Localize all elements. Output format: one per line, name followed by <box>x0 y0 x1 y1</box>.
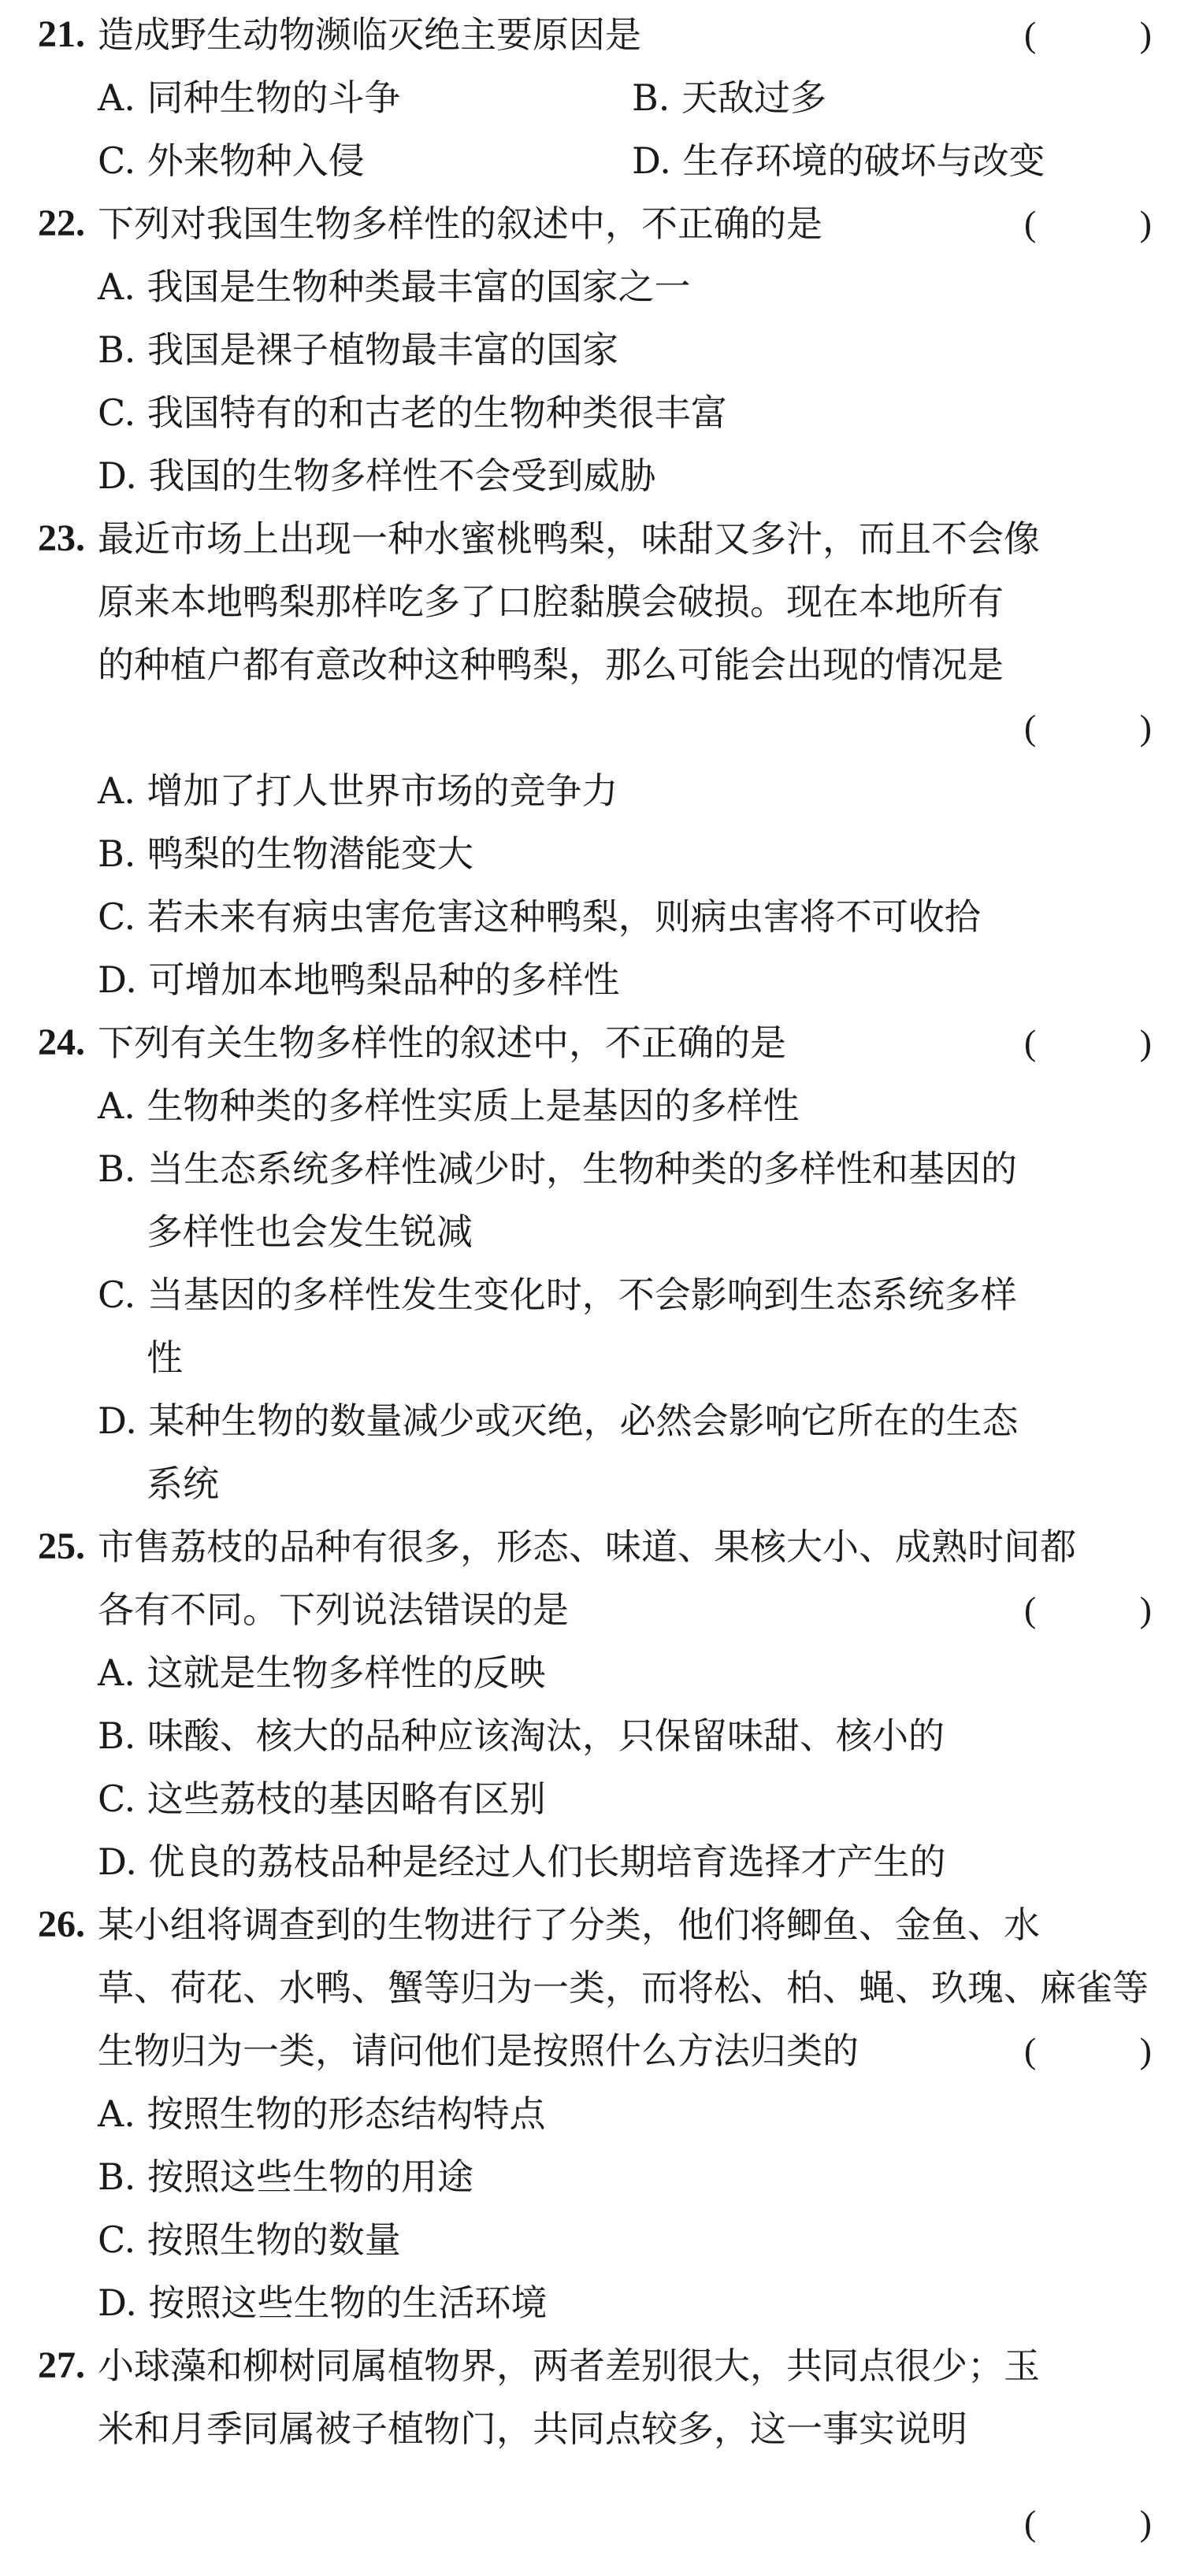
question-23-answer-line <box>0 696 1188 759</box>
question-stem: 造成野生动物濒临灭绝主要原因是 <box>98 13 641 56</box>
option-a: A. 生物种类的多样性实质上是基因的多样性 <box>98 1084 800 1127</box>
question-21-options-row-1 <box>0 66 1188 129</box>
option-d-continued: 系统 <box>147 1462 219 1505</box>
option-b: B. 味酸、核大的品种应该淘汰，只保留味甜、核小的 <box>98 1714 945 1757</box>
option-c: C. 按照生物的数量 <box>98 2218 401 2261</box>
answer-blank: ( ) <box>1024 14 1152 54</box>
question-number: 24. <box>38 1021 85 1063</box>
answer-blank: ( ) <box>1024 203 1152 243</box>
option-b: B. 鸭梨的生物潜能变大 <box>98 832 474 875</box>
option-d: D. 生存环境的破坏与改变 <box>632 139 1045 182</box>
question-number: 25. <box>38 1525 85 1567</box>
option-d: D. 按照这些生物的生活环境 <box>98 2281 548 2324</box>
question-23-line-3: 的种植户都有意改种这种鸭梨，那么可能会出现的情况是 <box>98 643 1004 686</box>
option-b: B. 当生态系统多样性减少时，生物种类的多样性和基因的 <box>98 1147 1018 1190</box>
question-number: 22. <box>38 202 85 244</box>
question-25-line-1 <box>0 1515 1188 1578</box>
answer-blank: ( ) <box>1024 2503 1152 2543</box>
question-23-line-2: 原来本地鸭梨那样吃多了口腔黏膜会破损。现在本地所有 <box>98 580 1004 623</box>
question-number: 21. <box>38 13 85 55</box>
option-a: A. 增加了打人世界市场的竞争力 <box>98 769 618 812</box>
question-24-line-1 <box>0 1011 1188 1074</box>
option-c: C. 我国特有的和古老的生物种类很丰富 <box>98 391 727 434</box>
option-c: C. 外来物种入侵 <box>98 139 365 182</box>
option-a: A. 同种生物的斗争 <box>98 76 401 119</box>
question-25-line-2: 各有不同。下列说法错误的是 ( ) <box>0 1578 1188 1641</box>
question-27-line-2: 米和月季同属被子植物门，共同点较多，这一事实说明 <box>98 2407 967 2450</box>
question-stem: 下列有关生物多样性的叙述中，不正确的是 <box>98 1021 786 1064</box>
question-21-line-1 <box>0 3 1188 66</box>
question-26-line-1 <box>0 1893 1188 1956</box>
question-26-line-2: 草、荷花、水鸭、蟹等归为一类，而将松、柏、蝇、玖瑰、麻雀等 <box>98 1966 1149 2009</box>
option-a: A. 按照生物的形态结构特点 <box>98 2092 546 2135</box>
option-c: C. 当基因的多样性发生变化时，不会影响到生态系统多样 <box>98 1273 1017 1316</box>
option-c: C. 若未来有病虫害危害这种鸭梨，则病虫害将不可收拾 <box>98 895 981 938</box>
option-a: A. 我国是生物种类最丰富的国家之一 <box>98 265 691 308</box>
option-d: D. 可增加本地鸭梨品种的多样性 <box>98 958 620 1001</box>
question-number: 26. <box>38 1903 85 1945</box>
question-number: 23. <box>38 517 85 559</box>
option-c-continued: 性 <box>147 1336 183 1379</box>
question-stem: 某小组将调查到的生物进行了分类，他们将鲫鱼、金鱼、水 <box>98 1903 1040 1946</box>
option-b: B. 我国是裸子植物最丰富的国家 <box>98 328 619 371</box>
option-a: A. 这就是生物多样性的反映 <box>98 1651 546 1694</box>
question-number: 27. <box>38 2344 85 2386</box>
option-b: B. 按照这些生物的用途 <box>98 2155 474 2198</box>
answer-blank: ( ) <box>1024 707 1152 747</box>
option-d: D. 我国的生物多样性不会受到威胁 <box>98 454 656 497</box>
question-21-options-row-2 <box>0 129 1188 192</box>
question-27-answer-line <box>0 2492 1188 2555</box>
question-stem: 市售荔枝的品种有很多，形态、味道、果核大小、成熟时间都 <box>98 1525 1076 1568</box>
option-c: C. 这些荔枝的基因略有区别 <box>98 1777 546 1820</box>
question-stem: 小球藻和柳树同属植物界，两者差别很大，共同点很少；玉 <box>98 2344 1040 2387</box>
question-stem: 下列对我国生物多样性的叙述中，不正确的是 <box>98 202 822 245</box>
answer-blank: ( ) <box>1024 1022 1152 1062</box>
answer-blank: ( ) <box>1024 1589 1152 1629</box>
option-d: D. 优良的荔枝品种是经过人们长期培育选择才产生的 <box>98 1840 946 1883</box>
question-stem: 最近市场上出现一种水蜜桃鸭梨，味甜又多汁，而且不会像 <box>98 517 1040 560</box>
question-27-line-1 <box>0 2334 1188 2397</box>
option-d: D. 某种生物的数量减少或灭绝，必然会影响它所在的生态 <box>98 1399 1019 1442</box>
question-26-line-3: 生物归为一类，请问他们是按照什么方法归类的 ( ) <box>0 2019 1188 2082</box>
option-b: B. 天敌过多 <box>632 76 827 119</box>
answer-blank: ( ) <box>1024 2030 1152 2070</box>
question-22-line-1 <box>0 192 1188 255</box>
question-23-line-1 <box>0 507 1188 570</box>
option-b-continued: 多样性也会发生锐减 <box>147 1210 473 1253</box>
